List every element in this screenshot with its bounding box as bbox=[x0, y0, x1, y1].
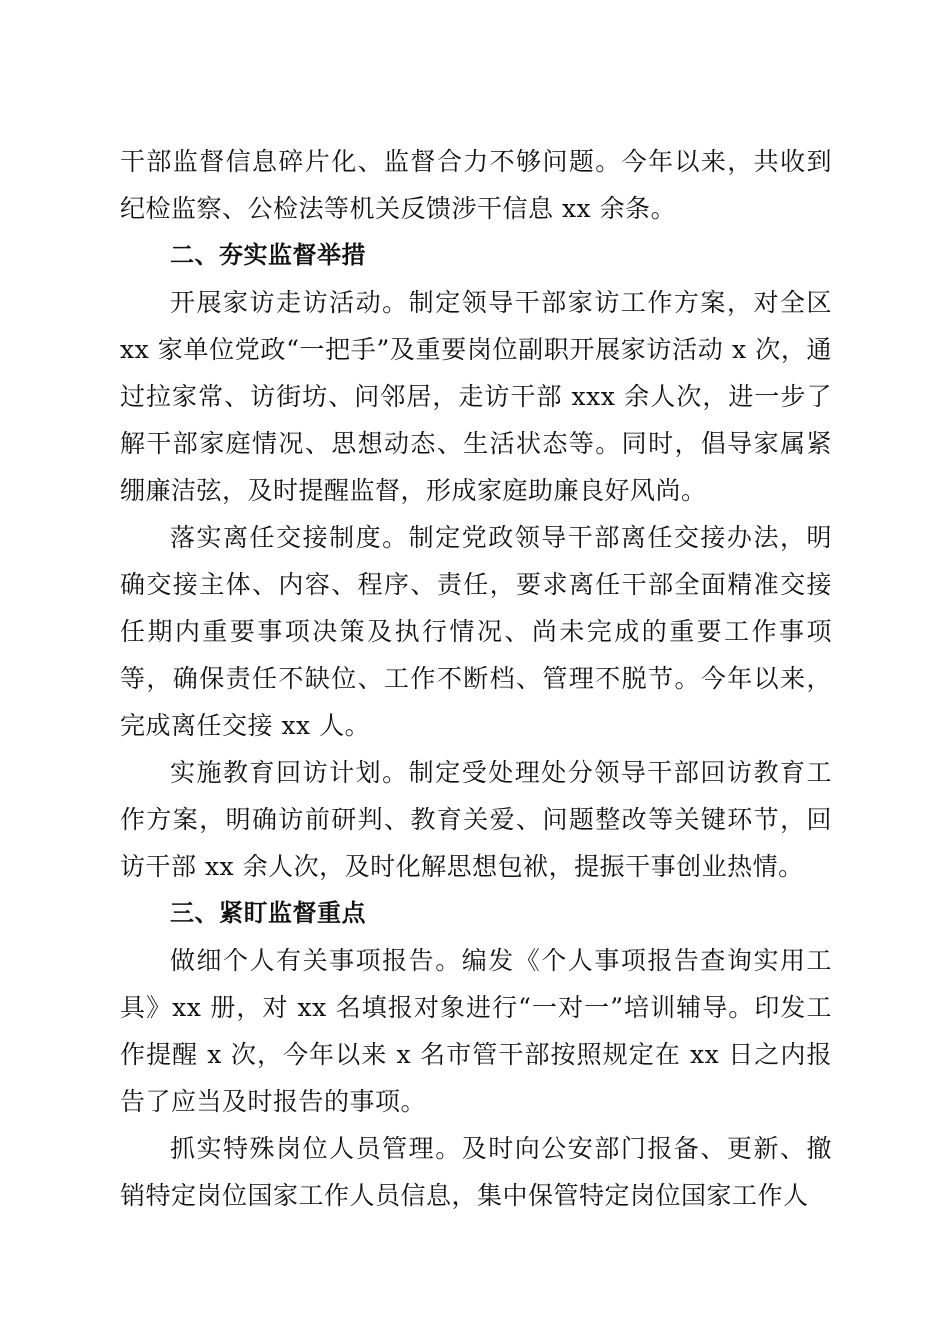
paragraph-home-visits: 开展家访走访活动。制定领导干部家访工作方案，对全区 xx 家单位党政“一把手”及重要岗位副职开展家访活动 x 次，通过拉家常、访街坊、问邻居，走访干部 xxx 余人次，进一步了解干部家庭情况、思想动态、生活状态等。同时，倡导家属紧绷廉洁弦，及时提醒监督，形成家庭助廉良好风尚。 bbox=[120, 288, 832, 505]
paragraph-handover-system: 落实离任交接制度。制定党政领导干部离任交接办法，明确交接主体、内容、程序、责任，要求离任干部全面精准交接任期内重要事项决策及执行情况、尚未完成的重要工作事项等，确保责任不缺位、工作不断档、管理不脱节。今年以来，完成离任交接 xx 人。 bbox=[120, 523, 832, 740]
paragraph-education-revisit: 实施教育回访计划。制定受处理处分领导干部回访教育工作方案，明确访前研判、教育关爱、问题整改等关键环节，回访干部 xx 余人次，及时化解思想包袱，提振干事创业热情。 bbox=[120, 758, 832, 881]
section-heading-2: 二、夯实监督举措 bbox=[170, 241, 366, 269]
paragraph-continuation: 干部监督信息碎片化、监督合力不够问题。今年以来，共收到纪检监察、公检法等机关反馈涉干信息 xx 余条。 bbox=[120, 147, 832, 223]
paragraph-special-posts: 抓实特殊岗位人员管理。及时向公安部门报备、更新、撤销特定岗位国家工作人员信息，集中保管特定岗位国家工作人 bbox=[120, 1134, 832, 1210]
paragraph-personal-matters: 做细个人有关事项报告。编发《个人事项报告查询实用工具》xx 册，对 xx 名填报对象进行“一对一”培训辅导。印发工作提醒 x 次，今年以来 x 名市管干部按照规定在 xx 日之内报告了应当及时报告的事项。 bbox=[120, 946, 832, 1116]
section-heading-3: 三、紧盯监督重点 bbox=[170, 899, 366, 927]
document-body bbox=[120, 138, 832, 1219]
